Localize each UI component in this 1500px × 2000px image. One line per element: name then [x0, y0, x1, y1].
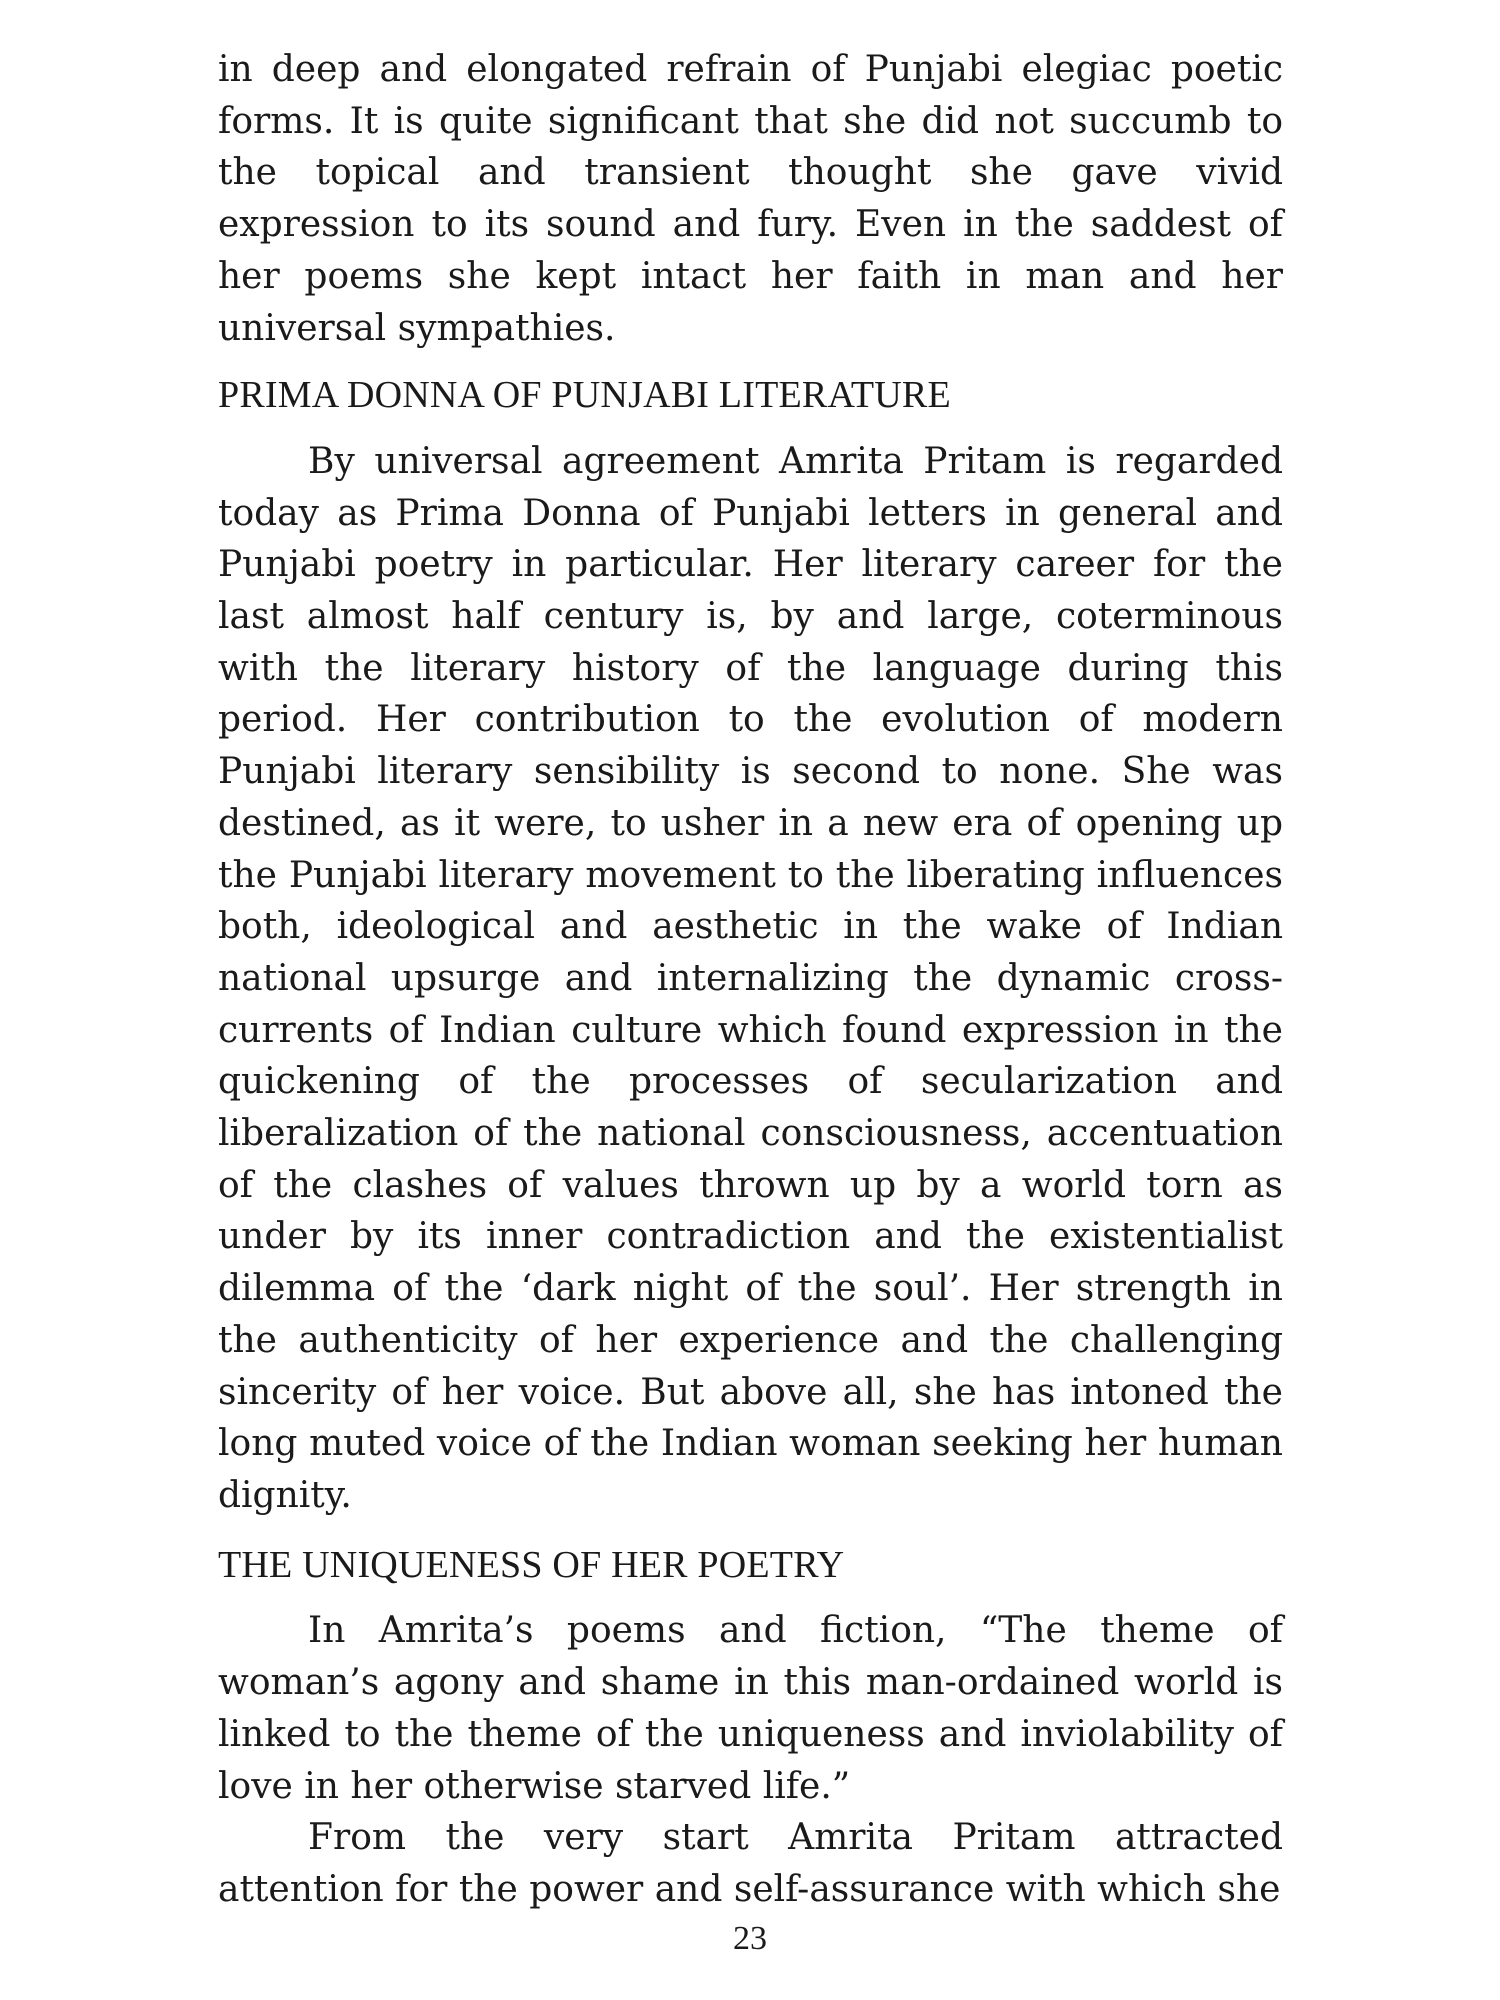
page-number: 23 — [733, 1920, 767, 1957]
body-paragraph: From the very start Amrita Pritam attracted attention for the power and self-assurance with which she — [218, 1817, 1283, 1910]
section-heading-uniqueness: THE UNIQUENESS OF HER POETRY — [218, 1543, 845, 1586]
body-paragraph: In Amrita’s poems and fiction, “The theme of woman’s agony and shame in this man-ordained world is linked to the theme of the uniqueness and inviolability of love in her otherwise starved life.” — [218, 1610, 1283, 1807]
body-paragraph: By universal agreement Amrita Pritam is regarded today as Prima Donna of Punjabi letters in general and Punjabi poetry in particular. Her literary career for the last almost half century is, by and large, coterminous with the literary history of the language during this period. Her contribution to the evolution of modern Punjabi literary sensibility is second to none. She was destined, as it were, to usher in a new era of opening up the Punjabi literary movement to the liberating influences both, ideological and aesthetic in the wake of Indian national upsurge and internalizing the dynamic cross-currents of Indian culture which found expression in the quickening of the processes of secularization and liberalization of the national consciousness, accentuation of the clashes of values thrown up by a world torn as under by its inner contradiction and the existentialist dilemma of the ‘dark night of the soul’. Her strength in the authenticity of her experience and the challenging sincerity of her voice. But above all, she has intoned the long muted voice of the Indian woman seeking her human dignity. — [218, 440, 1283, 1516]
page-body — [218, 44, 1283, 1916]
intro-paragraph: in deep and elongated refrain of Punjabi elegiac poetic forms. It is quite significant that she did not succumb to the topical and transient thought she gave vivid expression to its sound and fury. Even in the saddest of her poems she kept intact her faith in man and her universal sympathies. — [218, 49, 1283, 349]
section-heading-prima-donna: PRIMA DONNA OF PUNJABI LITERATURE — [218, 374, 951, 417]
